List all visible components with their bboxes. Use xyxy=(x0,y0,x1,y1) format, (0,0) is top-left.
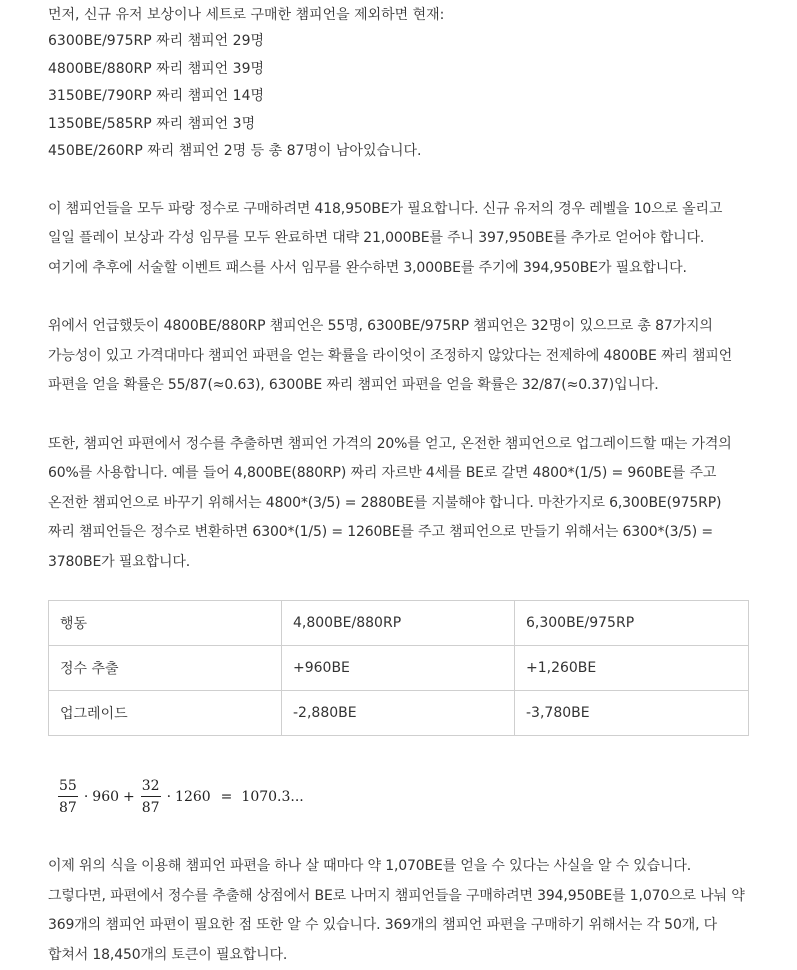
list-item: 1350BE/585RP 짜리 챔피언 3명 xyxy=(48,115,256,132)
paragraph-closing: 이제 위의 식을 이용해 챔피언 파편을 하나 살 때마다 약 1,070BE를 얻을 수 있다는 사실을 알 수 있습니다. 그렇다면, 파편에서 정수를 추출해 상점에서 BE로 나머지 챔피언들을 구매하려면 394,950BE를 1,070으로 나눠 약 369개의 챔피언 파편이 필요한 점 또한 알 수 있습니다. 369개의 챔피언 파편을 구매하기 위해서는 각 50개, 다 합쳐서 18,450개의 토큰이 필요합니다. xyxy=(48,858,745,963)
table-cell: +960BE xyxy=(282,646,515,691)
table-cell: 정수 추출 xyxy=(49,646,282,691)
multiply-dot: · xyxy=(83,789,89,805)
table-cell: +1,260BE xyxy=(515,646,749,691)
fraction-denominator: 87 xyxy=(59,800,77,816)
list-intro-line: 먼저, 신규 유저 보상이나 세트로 구매한 챔피언을 제외하면 현재: xyxy=(48,7,445,23)
table-cell: -2,880BE xyxy=(282,691,515,736)
table-row xyxy=(49,691,749,736)
fraction-denominator: 87 xyxy=(141,800,160,816)
formula-term: 960 xyxy=(92,789,120,805)
fraction-4800 xyxy=(58,778,78,816)
paragraph-disenchant: 또한, 챔피언 파편에서 정수를 추출하면 챔피언 가격의 20%를 얻고, 온전한 챔피언으로 업그레이드할 때는 가격의 60%를 사용합니다. 예를 들어 4,800BE(880RP) 짜리 자르반 4세를 BE로 갈면 4800*(1/5) = 960BE를 주고 온전한 챔피언으로 바꾸기 위해서는 4800*(3/5) = 2880BE를 지불해야 합니다. 마찬가지로 6,300BE(975RP) 짜리 챔피언들은 정수로 변환하면 6300*(1/5) = 1260BE를 주고 챔피언으로 만들기 위해서는 6300*(3/5) = 3780BE가 필요합니다. xyxy=(48,435,732,570)
paragraph-probability: 위에서 언급했듯이 4800BE/880RP 챔피언은 55명, 6300BE/975RP 챔피언은 32명이 있으므로 총 87가지의 가능성이 있고 가격대마다 챔피언 파편을 얻는 확률을 라이엇이 조정하지 않았다는 전제하에 4800BE 짜리 챔피언 파편을 얻을 확률은 55/87(≈0.63), 6300BE 짜리 챔피언 파편을 얻을 확률은 32/87(≈0.37)입니다. xyxy=(48,318,733,393)
table-header-cell: 행동 xyxy=(49,601,282,646)
table-cell: 업그레이드 xyxy=(49,691,282,736)
list-item: 3150BE/790RP 짜리 챔피언 14명 xyxy=(48,88,264,104)
equals-sign: = xyxy=(220,789,233,805)
table-cell: -3,780BE xyxy=(515,691,749,736)
formula-term: 1260 xyxy=(175,789,211,805)
champion-price-list xyxy=(48,0,748,166)
fraction-numerator: 55 xyxy=(58,778,78,797)
table-header-row xyxy=(49,601,749,646)
list-item: 450BE/260RP 짜리 챔피언 2명 등 총 87명이 남아있습니다. xyxy=(48,143,422,159)
list-item: 6300BE/975RP 짜리 챔피언 29명 xyxy=(48,33,264,49)
table-row xyxy=(49,646,749,691)
paragraph-be-needed: 이 챔피언들을 모두 파랑 정수로 구매하려면 418,950BE가 필요합니다. 신규 유저의 경우 레벨을 10으로 올리고 일일 플레이 보상과 각성 임무를 모두 완료하면 대략 21,000BE를 주니 397,950BE를 추가로 얻어야 합니다. 여기에 추후에 서술할 이벤트 패스를 사서 임무를 완수하면 3,000BE를 주기에 394,950BE가 필요합니다. xyxy=(48,200,723,276)
fraction-numerator: 32 xyxy=(141,778,161,797)
fraction-6300 xyxy=(141,778,161,816)
table-header-cell: 6,300BE/975RP xyxy=(515,601,749,646)
multiply-dot: · xyxy=(166,789,172,805)
article-body xyxy=(48,0,748,970)
table-header-cell: 4,800BE/880RP xyxy=(282,601,515,646)
list-item: 4800BE/880RP 짜리 챔피언 39명 xyxy=(48,60,264,77)
formula-result: 1070.3... xyxy=(241,789,304,805)
plus-sign: + xyxy=(123,789,135,805)
be-comparison-table xyxy=(48,600,749,736)
expected-value-formula xyxy=(56,772,748,822)
